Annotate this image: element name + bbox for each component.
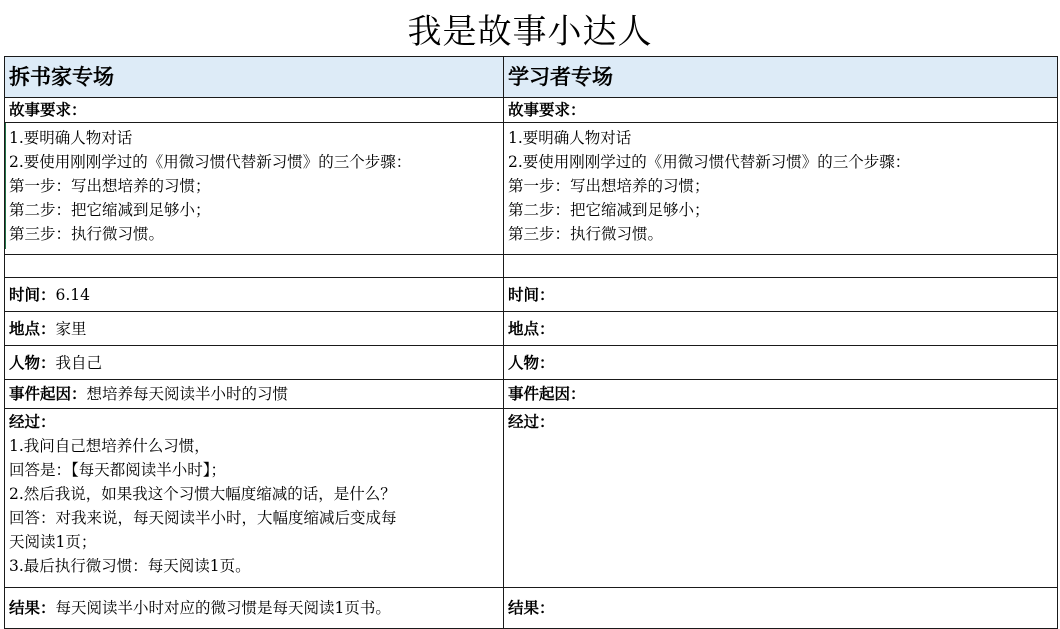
- process-label: 经过：: [9, 412, 56, 431]
- cause-label: 事件起因：: [9, 384, 87, 403]
- header-cell-left[interactable]: 拆书家专场: [5, 57, 504, 98]
- place-label: 地点：: [9, 318, 56, 338]
- requirements-label-row: [5, 98, 1058, 123]
- header-cell-right[interactable]: 学习者专场: [504, 57, 1058, 98]
- empty-cell-left[interactable]: [5, 255, 504, 278]
- result-label: 结果：: [508, 598, 555, 617]
- process-row: [5, 409, 1058, 588]
- place-row: [5, 312, 1058, 346]
- empty-row: [5, 255, 1058, 278]
- requirement-line: 第二步：把它缩减到足够小；: [9, 201, 211, 219]
- sheet-title[interactable]: 我是故事小达人: [407, 11, 653, 52]
- cause-cell-right[interactable]: [504, 380, 1058, 409]
- requirements-label-right[interactable]: 故事要求：: [504, 98, 1058, 123]
- process-line: 1.我问自己想培养什么习惯，: [9, 437, 210, 455]
- place-cell-left[interactable]: [5, 312, 504, 346]
- story-table: [4, 56, 1058, 629]
- time-label: 时间：: [9, 284, 56, 304]
- time-row: [5, 278, 1058, 312]
- person-cell-right[interactable]: [504, 346, 1058, 380]
- result-cell-right[interactable]: [504, 588, 1058, 629]
- person-value: 我自己: [55, 353, 103, 372]
- person-label: 人物：: [508, 352, 555, 372]
- requirements-cell-right[interactable]: [504, 123, 1058, 255]
- requirements-label-left[interactable]: 故事要求：: [5, 98, 504, 123]
- requirement-line: 2.要使用刚刚学过的《用微习惯代替新习惯》的三个步骤：: [9, 153, 412, 171]
- requirement-line: 第一步：写出想培养的习惯；: [9, 177, 211, 195]
- process-line: 天阅读1页；: [9, 533, 97, 551]
- process-line: 2.然后我说，如果我这个习惯大幅度缩减的话，是什么？: [9, 485, 396, 503]
- requirements-cell-left[interactable]: [5, 123, 504, 255]
- time-label: 时间：: [508, 284, 555, 304]
- person-label: 人物：: [9, 352, 56, 372]
- process-label: 经过：: [508, 412, 555, 431]
- cause-value: 想培养每天阅读半小时的习惯: [86, 385, 289, 403]
- place-cell-right[interactable]: [504, 312, 1058, 346]
- requirement-line: 1.要明确人物对话: [508, 129, 632, 147]
- empty-cell-right[interactable]: [504, 255, 1058, 278]
- requirement-line: 2.要使用刚刚学过的《用微习惯代替新习惯》的三个步骤：: [508, 153, 911, 171]
- requirement-line: 第三步：执行微习惯。: [9, 225, 165, 243]
- time-cell-right[interactable]: [504, 278, 1058, 312]
- requirement-line: 第三步：执行微习惯。: [508, 225, 664, 243]
- process-line: 回答是：【每天都阅读半小时】；: [9, 461, 227, 479]
- cause-row: [5, 380, 1058, 409]
- requirement-line: 1.要明确人物对话: [9, 129, 133, 147]
- person-cell-left[interactable]: [5, 346, 504, 380]
- requirement-line: 第一步：写出想培养的习惯；: [508, 177, 710, 195]
- process-line: 回答：对我来说，每天阅读半小时，大幅度缩减后变成每: [9, 509, 397, 527]
- requirements-steps-row: [5, 123, 1058, 255]
- time-value: 6.14: [55, 285, 91, 304]
- place-value: 家里: [55, 319, 87, 338]
- cause-label: 事件起因：: [508, 384, 586, 403]
- person-row: [5, 346, 1058, 380]
- result-row: [5, 588, 1058, 629]
- requirement-line: 第二步：把它缩减到足够小；: [508, 201, 710, 219]
- process-line: 3.最后执行微习惯：每天阅读1页。: [9, 557, 251, 575]
- process-cell-right[interactable]: [504, 409, 1058, 588]
- header-row: [5, 57, 1058, 98]
- time-cell-left[interactable]: [5, 278, 504, 312]
- result-cell-left[interactable]: [5, 588, 504, 629]
- place-label: 地点：: [508, 318, 555, 338]
- result-value: 每天阅读半小时对应的微习惯是每天阅读1页书。: [55, 599, 391, 617]
- result-label: 结果：: [9, 598, 56, 617]
- process-cell-left[interactable]: [5, 409, 504, 588]
- cause-cell-left[interactable]: [5, 380, 504, 409]
